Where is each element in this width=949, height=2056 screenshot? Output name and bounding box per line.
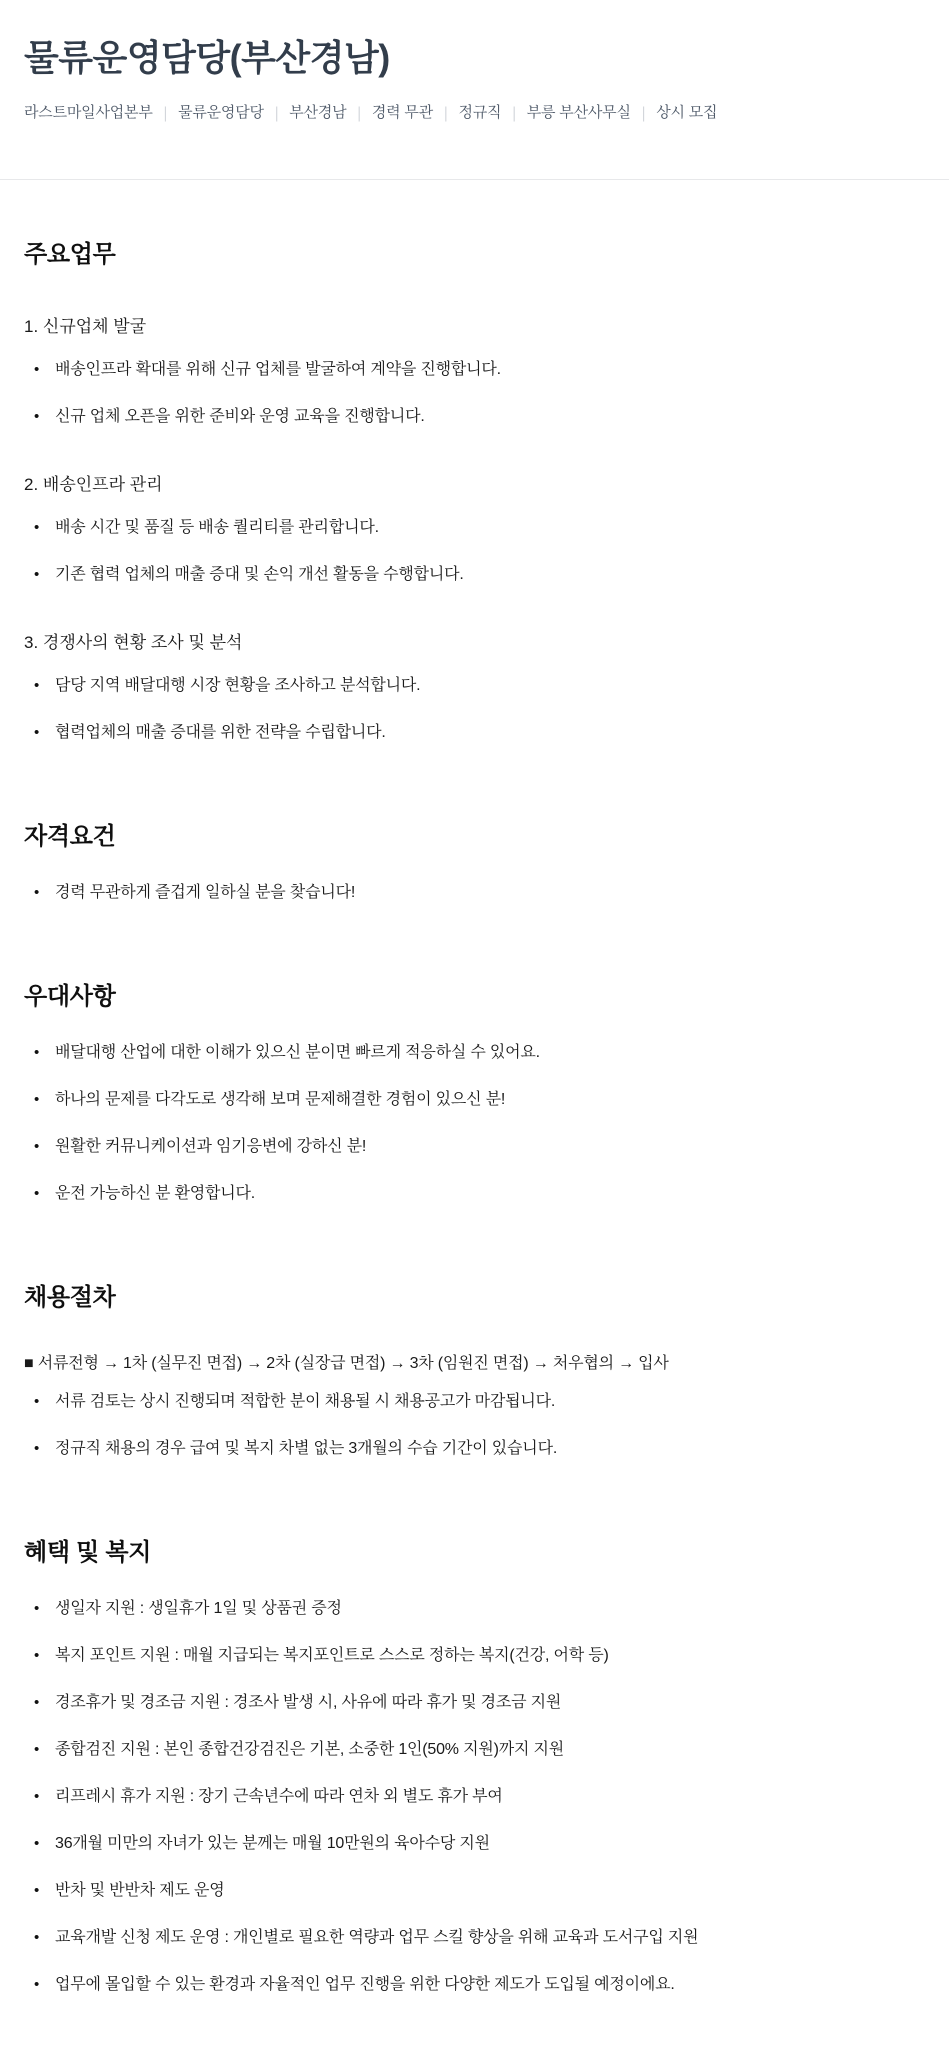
job-meta-row xyxy=(24,101,925,122)
bullet-list xyxy=(24,675,925,744)
bullet-item: • 담당 지역 배달대행 시장 현황을 조사하고 분석합니다. xyxy=(32,675,925,697)
hiring-process-steps: ■ 서류전형 → 1차 (실무진 면접) → 2차 (실장급 면접) → 3차 (임원진 면접) → 처우협의 → 입사 xyxy=(24,1355,669,1373)
meta-item-region: 부산경남 xyxy=(289,104,347,122)
meta-item-career: 경력 무관 xyxy=(371,104,433,122)
bullet-item: • 운전 가능하신 분 환영합니다. xyxy=(32,1183,925,1205)
bullet-list xyxy=(24,359,925,428)
bullet-item: • 정규직 채용의 경우 급여 및 복지 차별 없는 3개월의 수습 기간이 있습니다. xyxy=(32,1438,925,1460)
bullet-list xyxy=(24,1598,925,1996)
meta-item-employment-type: 정규직 xyxy=(458,104,502,122)
duty-group xyxy=(24,316,925,428)
bullet-item: • 종합검진 지원 : 본인 종합건강검진은 기본, 소중한 1인(50% 지원)까지 지원 xyxy=(32,1739,925,1761)
meta-separator: | xyxy=(357,102,361,121)
section-heading: 자격요건 xyxy=(24,823,116,851)
meta-separator: | xyxy=(641,102,646,121)
meta-separator: | xyxy=(444,102,448,121)
bullet-item: • 반차 및 반반차 제도 운영 xyxy=(32,1880,925,1902)
bullet-item: • 하나의 문제를 다각도로 생각해 보며 문제해결한 경험이 있으신 분! xyxy=(32,1089,925,1111)
bullet-item: • 배송인프라 확대를 위해 신규 업체를 발굴하여 계약을 진행합니다. xyxy=(32,359,925,381)
meta-item-division: 라스트마일사업본부 xyxy=(24,104,153,122)
bullet-item: • 배달대행 산업에 대한 이해가 있으신 분이면 빠르게 적응하실 수 있어요. xyxy=(32,1042,925,1064)
bullet-list xyxy=(24,517,925,586)
bullet-item: • 협력업체의 매출 증대를 위한 전략을 수립합니다. xyxy=(32,722,925,744)
bullet-item: • 기존 협력 업체의 매출 증대 및 손익 개선 활동을 수행합니다. xyxy=(32,564,925,586)
bullet-item: • 신규 업체 오픈을 위한 준비와 운영 교육을 진행합니다. xyxy=(32,406,925,428)
job-header xyxy=(0,0,949,122)
section-benefits xyxy=(24,1538,925,1996)
bullet-item: • 배송 시간 및 품질 등 배송 퀄리티를 관리합니다. xyxy=(32,517,925,539)
page-title: 물류운영담당(부산경남) xyxy=(24,37,390,78)
bullet-list xyxy=(24,882,925,904)
bullet-item: • 서류 검토는 상시 진행되며 적합한 분이 채용될 시 채용공고가 마감됩니다. xyxy=(32,1391,925,1413)
duty-group-title: 1. 신규업체 발굴 xyxy=(24,317,147,337)
bullet-item: • 교육개발 신청 제도 운영 : 개인별로 필요한 역량과 업무 스킬 향상을 위해 교육과 도서구입 지원 xyxy=(32,1927,925,1949)
bullet-list xyxy=(24,1391,925,1460)
section-heading: 채용절차 xyxy=(24,1284,116,1312)
bullet-item: • 복지 포인트 지원 : 매월 지급되는 복지포인트로 스스로 정하는 복지(건강, 어학 등) xyxy=(32,1645,925,1667)
bullet-item: • 경력 무관하게 즐겁게 일하실 분을 찾습니다! xyxy=(32,882,925,904)
bullet-item: • 원활한 커뮤니케이션과 임기응변에 강하신 분! xyxy=(32,1136,925,1158)
section-heading: 주요업무 xyxy=(24,241,116,269)
section-heading: 우대사항 xyxy=(24,983,116,1011)
bullet-item: • 리프레시 휴가 지원 : 장기 근속년수에 따라 연차 외 별도 휴가 부여 xyxy=(32,1786,925,1808)
bullet-item: • 업무에 몰입할 수 있는 환경과 자율적인 업무 진행을 위한 다양한 제도가 도입될 예정이에요. xyxy=(32,1974,925,1996)
section-main-duties xyxy=(24,240,925,744)
section-qualifications xyxy=(24,822,925,904)
meta-separator: | xyxy=(512,102,516,121)
duty-group xyxy=(24,474,925,586)
header-divider xyxy=(0,179,949,180)
bullet-item: • 36개월 미만의 자녀가 있는 분께는 매월 10만원의 육아수당 지원 xyxy=(32,1833,925,1855)
meta-item-recruiting-period: 상시 모집 xyxy=(656,104,718,122)
duty-group xyxy=(24,632,925,744)
section-preferred xyxy=(24,982,925,1205)
section-hiring-process xyxy=(24,1283,925,1460)
duty-group-title: 2. 배송인프라 관리 xyxy=(24,475,163,495)
meta-separator: | xyxy=(274,102,279,121)
meta-item-team: 물류운영담당 xyxy=(178,104,264,122)
bullet-item: • 경조휴가 및 경조금 지원 : 경조사 발생 시, 사유에 따라 휴가 및 경조금 지원 xyxy=(32,1692,925,1714)
bullet-item: • 생일자 지원 : 생일휴가 1일 및 상품권 증정 xyxy=(32,1598,925,1620)
job-description-content xyxy=(0,240,949,2056)
meta-separator: | xyxy=(163,102,168,121)
duty-group-title: 3. 경쟁사의 현황 조사 및 분석 xyxy=(24,633,243,653)
bullet-list xyxy=(24,1042,925,1205)
section-heading: 혜택 및 복지 xyxy=(24,1539,152,1567)
meta-item-office: 부릉 부산사무실 xyxy=(526,104,631,122)
